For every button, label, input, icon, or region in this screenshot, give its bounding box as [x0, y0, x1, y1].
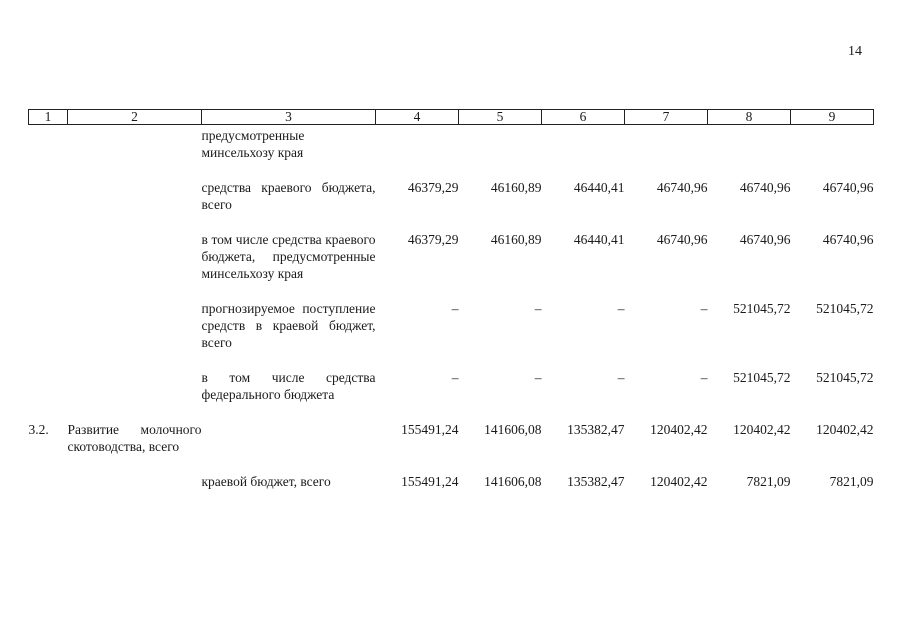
row-description	[202, 421, 376, 473]
row-description: прогнозируемое поступление средств в краевой бюджет, всего	[201, 301, 376, 350]
row-code	[29, 473, 68, 490]
value-cell: 46440,41	[573, 232, 625, 247]
value-cell: –	[617, 370, 625, 385]
row-code	[29, 125, 68, 180]
row-code	[29, 179, 68, 231]
header-cell: 7	[625, 110, 708, 125]
row-description: в том числе средства федерального бюджета	[201, 370, 376, 402]
row-code	[29, 369, 68, 421]
value-cell: 120402,42	[650, 474, 708, 489]
row-description: предусмотренные минсельхозу края	[201, 128, 305, 160]
row-code: 3.2.	[28, 422, 49, 437]
value-cell: 46440,41	[573, 180, 625, 195]
header-cell: 3	[202, 110, 376, 125]
value-cell: 46740,96	[656, 232, 708, 247]
table-row	[29, 179, 874, 231]
value-cell: 135382,47	[567, 474, 625, 489]
value-cell: 120402,42	[733, 422, 791, 437]
row-name	[68, 300, 202, 369]
row-description: краевой бюджет, всего	[201, 474, 331, 489]
table-row	[29, 473, 874, 490]
value-cell	[791, 125, 874, 180]
value-cell: 46379,29	[407, 180, 459, 195]
table-row	[29, 300, 874, 369]
value-cell: –	[700, 301, 708, 316]
value-cell: 46740,96	[739, 180, 791, 195]
value-cell: 155491,24	[401, 422, 459, 437]
header-row	[29, 110, 874, 125]
value-cell: –	[617, 301, 625, 316]
value-cell	[708, 125, 791, 180]
value-cell: 120402,42	[650, 422, 708, 437]
value-cell: 46740,96	[822, 232, 874, 247]
value-cell: 521045,72	[733, 370, 791, 385]
value-cell: 46740,96	[739, 232, 791, 247]
value-cell: 7821,09	[746, 474, 791, 489]
value-cell: 46160,89	[490, 232, 542, 247]
header-cell: 6	[542, 110, 625, 125]
row-code	[29, 231, 68, 300]
value-cell: 141606,08	[484, 474, 542, 489]
row-name	[68, 125, 202, 180]
row-name	[68, 473, 202, 490]
value-cell: –	[534, 370, 542, 385]
value-cell: 135382,47	[567, 422, 625, 437]
value-cell	[625, 125, 708, 180]
value-cell: –	[451, 301, 459, 316]
value-cell: 141606,08	[484, 422, 542, 437]
value-cell: 46740,96	[822, 180, 874, 195]
row-code	[29, 300, 68, 369]
row-name	[68, 231, 202, 300]
header-cell: 5	[459, 110, 542, 125]
row-description: средства краевого бюджета, всего	[201, 180, 376, 212]
value-cell: 521045,72	[816, 301, 874, 316]
header-cell: 9	[791, 110, 874, 125]
table-row	[29, 369, 874, 421]
table-row	[29, 421, 874, 473]
table-row	[29, 125, 874, 180]
value-cell: 521045,72	[816, 370, 874, 385]
header-cell: 4	[376, 110, 459, 125]
value-cell: 46160,89	[490, 180, 542, 195]
value-cell	[542, 125, 625, 180]
value-cell: –	[451, 370, 459, 385]
value-cell: –	[700, 370, 708, 385]
value-cell: 155491,24	[401, 474, 459, 489]
table-row	[29, 231, 874, 300]
row-name	[68, 369, 202, 421]
row-name: Развитие молочного скотоводства, всего	[67, 422, 202, 454]
header-cell: 1	[29, 110, 68, 125]
row-name	[68, 179, 202, 231]
value-cell: 521045,72	[733, 301, 791, 316]
page-number: 14	[848, 44, 862, 59]
value-cell: 7821,09	[829, 474, 874, 489]
value-cell	[376, 125, 459, 180]
value-cell	[459, 125, 542, 180]
header-cell: 2	[68, 110, 202, 125]
header-cell: 8	[708, 110, 791, 125]
budget-table	[28, 109, 874, 490]
value-cell: –	[534, 301, 542, 316]
value-cell: 120402,42	[816, 422, 874, 437]
value-cell: 46379,29	[407, 232, 459, 247]
row-description: в том числе средства краевого бюджета, предусмотренные минсельхозу края	[201, 232, 376, 281]
value-cell: 46740,96	[656, 180, 708, 195]
